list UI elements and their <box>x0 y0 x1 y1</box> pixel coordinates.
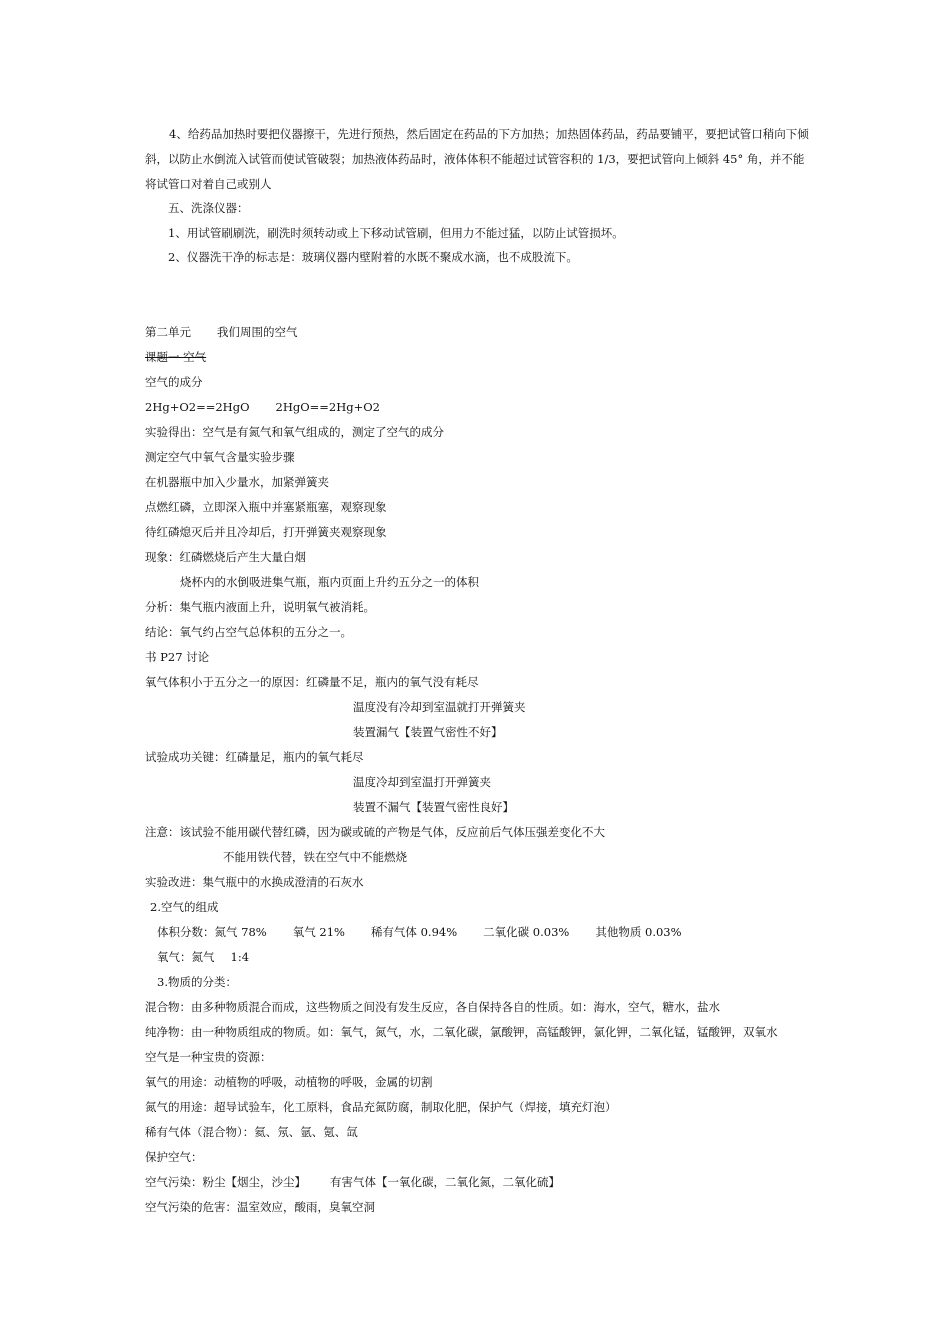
text-line: 现象：红磷燃烧后产生大量白烟 <box>145 550 306 564</box>
vol-other: 其他物质 0.03% <box>595 925 682 939</box>
paragraph-heating: 4、给药品加热时要把仪器擦干，先进行预热，然后固定在药品的下方加热；加热固体药品，药品要铺平，要把试管口稍向下倾斜，以防止水倒流入试管而使试管破裂；加热液体药品时，液体体积不能超过试管容积的 1/3，要把试管向上倾斜 45° 角，并不能将试管口对着自己或别人 <box>145 127 809 191</box>
text-line: 3.物质的分类： <box>157 975 237 989</box>
text-line: 在机器瓶中加入少量水，加紧弹簧夹 <box>145 475 329 489</box>
washing-step-1: 1、用试管刷刷洗，刷洗时须转动或上下移动试管刷，但用力不能过猛，以防止试管损坏。 <box>168 226 624 240</box>
text-line: 装置漏气【装置气密性不好】 <box>353 725 503 739</box>
text-line: 待红磷熄灭后并且冷却后，打开弹簧夹观察现象 <box>145 525 387 539</box>
text-line: 氮气的用途：超导试验车，化工原料，食品充氮防腐，制取化肥，保护气（焊接，填充灯泡） <box>145 1100 617 1114</box>
equation-2: 2HgO==2Hg+O2 <box>275 400 380 414</box>
text-line: 空气是一种宝贵的资源： <box>145 1050 272 1064</box>
text-line: 实验得出：空气是有氮气和氧气组成的，测定了空气的成分 <box>145 425 444 439</box>
pollution-line <box>145 1174 560 1190</box>
text-line: 空气的成分 <box>145 375 203 389</box>
text-line: 空气污染的危害：温室效应，酸雨，臭氧空洞 <box>145 1200 375 1214</box>
text-line: 不能用铁代替，铁在空气中不能燃烧 <box>223 850 407 864</box>
ratio-value: 1:4 <box>230 950 250 964</box>
ratio-label: 氧气：氮气 <box>157 950 215 964</box>
text-line: 结论：氧气约占空气总体积的五分之一。 <box>145 625 352 639</box>
text-line: 试验成功关键：红磷量足，瓶内的氧气耗尽 <box>145 750 364 764</box>
text-line: 纯净物：由一种物质组成的物质。如：氧气，氮气，水，二氧化碳，氯酸钾，高锰酸钾，氯化钾，二氧化锰，锰酸钾，双氧水 <box>145 1025 778 1039</box>
vol-n2: 体积分数：氮气 78% <box>157 925 267 939</box>
washing-step-2: 2、仪器洗干净的标志是：玻璃仪器内壁附着的水既不聚成水滴，也不成股流下。 <box>168 250 578 264</box>
text-line: 氧气的用途：动植物的呼吸，动植物的呼吸，金属的切割 <box>145 1075 433 1089</box>
text-line: 实验改进：集气瓶中的水换成澄清的石灰水 <box>145 875 364 889</box>
text-line: 混合物：由多种物质混合而成，这些物质之间没有发生反应，各自保持各自的性质。如：海水，空气，糖水，盐水 <box>145 1000 720 1014</box>
unit-label: 第二单元 <box>145 325 191 339</box>
text-line: 装置不漏气【装置气密性良好】 <box>353 800 514 814</box>
vol-rare: 稀有气体 0.94% <box>370 925 458 939</box>
text-line: 2.空气的组成 <box>150 900 219 914</box>
unit-heading <box>145 324 298 340</box>
vol-co2: 二氧化碳 0.03% <box>483 925 570 939</box>
text-line: 氧气体积小于五分之一的原因：红磷量不足，瓶内的氧气没有耗尽 <box>145 675 479 689</box>
lesson-title: 课题一 空气 <box>145 350 207 364</box>
volume-fraction-line <box>157 924 682 940</box>
pollution-gas: 有害气体【一氧化碳，二氧化氮，二氧化硫】 <box>330 1175 560 1189</box>
pollution-dust: 空气污染：粉尘【烟尘，沙尘】 <box>145 1175 306 1189</box>
ratio-line <box>157 949 249 965</box>
text-line: 温度冷却到室温打开弹簧夹 <box>353 775 491 789</box>
unit-title: 我们周围的空气 <box>217 325 298 339</box>
text-line: 书 P27 讨论 <box>145 650 210 664</box>
text-line: 稀有气体（混合物）：氦、氖、氩、氪、氙 <box>145 1125 358 1139</box>
text-line: 温度没有冷却到室温就打开弹簧夹 <box>353 700 526 714</box>
text-line: 保护空气： <box>145 1150 203 1164</box>
text-line: 烧杯内的水倒吸进集气瓶，瓶内页面上升约五分之一的体积 <box>180 575 479 589</box>
equation-line <box>145 399 380 415</box>
text-line: 分析：集气瓶内液面上升，说明氧气被消耗。 <box>145 600 375 614</box>
text-line: 注意：该试验不能用碳代替红磷，因为碳或硫的产物是气体，反应前后气体压强差变化不大 <box>145 825 605 839</box>
equation-1: 2Hg+O2==2HgO <box>145 400 250 414</box>
text-line: 测定空气中氧气含量实验步骤 <box>145 450 295 464</box>
vol-o2: 氧气 21% <box>292 925 345 939</box>
text-line: 点燃红磷，立即深入瓶中并塞紧瓶塞，观察现象 <box>145 500 387 514</box>
heading-washing: 五、洗涤仪器： <box>168 201 249 215</box>
